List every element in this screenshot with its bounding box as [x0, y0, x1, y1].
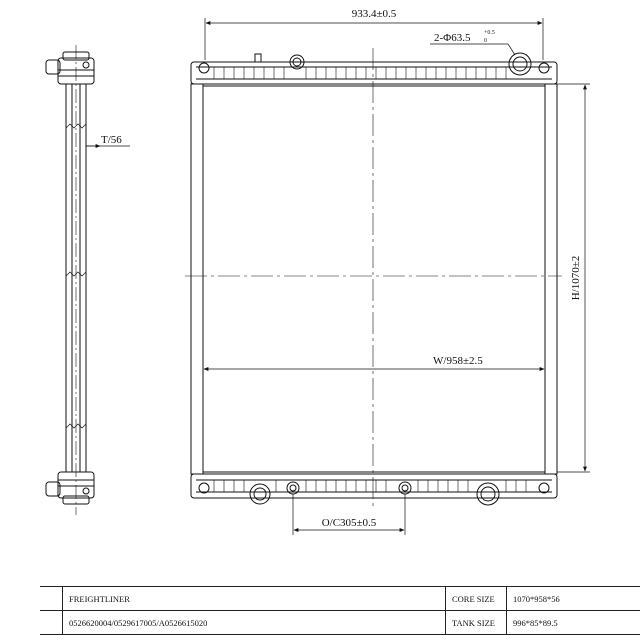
outlet-center-label: O/C305±0.5: [321, 517, 377, 529]
part-numbers-cell: 0526620004/0529617005/A0526615020: [63, 611, 446, 635]
height-label: H/1070±2: [570, 255, 582, 301]
dimension-lines: [204, 18, 590, 535]
width-label: W/958±2.5: [433, 355, 483, 367]
side-view: [46, 45, 94, 515]
tank-size-value: 996*85*89.5: [507, 611, 640, 635]
tank-size-label: TANK SIZE: [446, 611, 507, 635]
spec-row-parts: [40, 611, 640, 635]
hole-label: 2-Φ63.5: [434, 32, 471, 44]
brand-cell: FREIGHTLINER: [63, 587, 446, 611]
hole-tolerance-lower: 0: [484, 38, 487, 44]
thickness-label: T/56: [101, 134, 122, 146]
front-view: [185, 48, 562, 508]
spec-row-brand: [40, 587, 640, 611]
top-width-label: 933.4±0.5: [351, 8, 397, 20]
core-size-label: CORE SIZE: [446, 587, 507, 611]
spec-table: [40, 586, 640, 635]
core-size-value: 1070*958*56: [507, 587, 640, 611]
hole-tolerance-upper: +0.5: [484, 30, 495, 36]
